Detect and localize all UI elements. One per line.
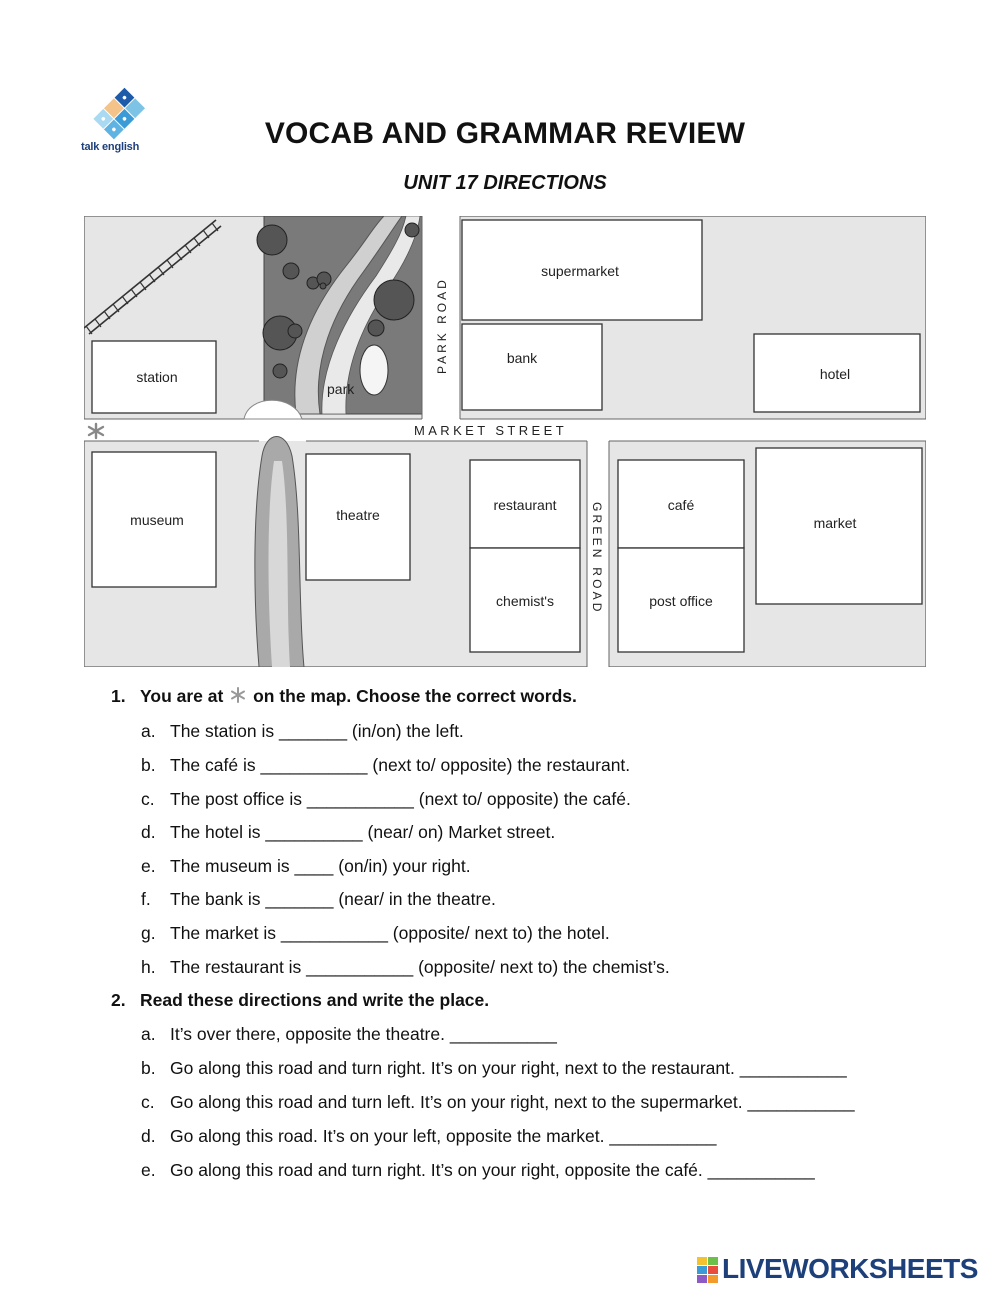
item-letter: a. xyxy=(141,1024,156,1044)
liveworksheets-logo-icon xyxy=(697,1257,719,1283)
map-label-market-street: MARKET STREET xyxy=(414,423,568,438)
item-text: The market is ___________ (opposite/ next to) the hotel. xyxy=(170,923,610,943)
item-text: The café is ___________ (next to/ opposite) the restaurant. xyxy=(170,755,631,775)
logo-text: talk english xyxy=(81,141,140,153)
map-label-bank: bank xyxy=(506,350,538,366)
map-label-restaurant: restaurant xyxy=(493,497,557,513)
item-letter: c. xyxy=(141,1092,155,1112)
exercise-1-number: 1. xyxy=(111,686,126,706)
item-text: The hotel is __________ (near/ on) Market street. xyxy=(170,822,556,842)
map-label-cafe: café xyxy=(667,497,695,513)
map-label-market: market xyxy=(813,515,857,531)
item-letter: b. xyxy=(141,1058,156,1078)
item-text: Go along this road and turn right. It’s on your right, opposite the café. ___________ xyxy=(170,1160,815,1180)
map-label-post-office: post office xyxy=(649,593,713,609)
item-letter: c. xyxy=(141,789,155,809)
liveworksheets-brand: LIVEWORKSHEETS xyxy=(722,1253,978,1284)
map-label-green-road: GREEN ROAD xyxy=(590,502,604,615)
map-label-museum: museum xyxy=(130,512,184,528)
page-title: VOCAB AND GRAMMAR REVIEW xyxy=(264,117,746,150)
item-letter: d. xyxy=(141,822,156,842)
item-letter: e. xyxy=(141,856,156,876)
map-label-theatre: theatre xyxy=(336,507,380,523)
item-letter: f. xyxy=(141,889,151,909)
map-label-park: park xyxy=(327,381,355,397)
item-letter: h. xyxy=(141,957,156,977)
item-letter: e. xyxy=(141,1160,156,1180)
exercise-2-heading-text: Read these directions and write the place. xyxy=(140,990,490,1010)
item-text: The bank is _______ (near/ in the theatre. xyxy=(170,889,496,909)
item-letter: g. xyxy=(141,923,156,943)
street-map xyxy=(84,216,926,667)
item-letter: a. xyxy=(141,721,156,741)
exercise-1-heading-end: on the map. Choose the correct words. xyxy=(253,686,577,706)
item-text: It’s over there, opposite the theatre. ___________ xyxy=(170,1024,557,1044)
map-label-park-road: PARK ROAD xyxy=(435,277,449,374)
item-text: Go along this road and turn right. It’s on your right, next to the restaurant. ___________ xyxy=(170,1058,847,1078)
pond xyxy=(360,345,388,395)
map-label-chemists: chemist's xyxy=(496,593,554,609)
item-letter: d. xyxy=(141,1126,156,1146)
item-text: Go along this road and turn left. It’s on your right, next to the supermarket. ___________ xyxy=(170,1092,855,1112)
exercise-2-number: 2. xyxy=(111,990,126,1010)
exercise-1-heading-start: You are at xyxy=(140,686,224,706)
page-subtitle: UNIT 17 DIRECTIONS xyxy=(403,172,607,194)
item-text: Go along this road. It’s on your left, opposite the market. ___________ xyxy=(170,1126,717,1146)
map-label-supermarket: supermarket xyxy=(541,263,619,279)
item-text: The station is _______ (in/on) the left. xyxy=(170,721,464,741)
map-label-station: station xyxy=(136,369,178,385)
item-text: The restaurant is ___________ (opposite/ next to) the chemist’s. xyxy=(170,957,670,977)
item-text: The museum is ____ (on/in) your right. xyxy=(170,856,471,876)
map-label-hotel: hotel xyxy=(819,366,851,382)
item-letter: b. xyxy=(141,755,156,775)
star-inline-icon xyxy=(228,686,248,704)
item-text: The post office is ___________ (next to/ opposite) the café. xyxy=(170,789,631,809)
